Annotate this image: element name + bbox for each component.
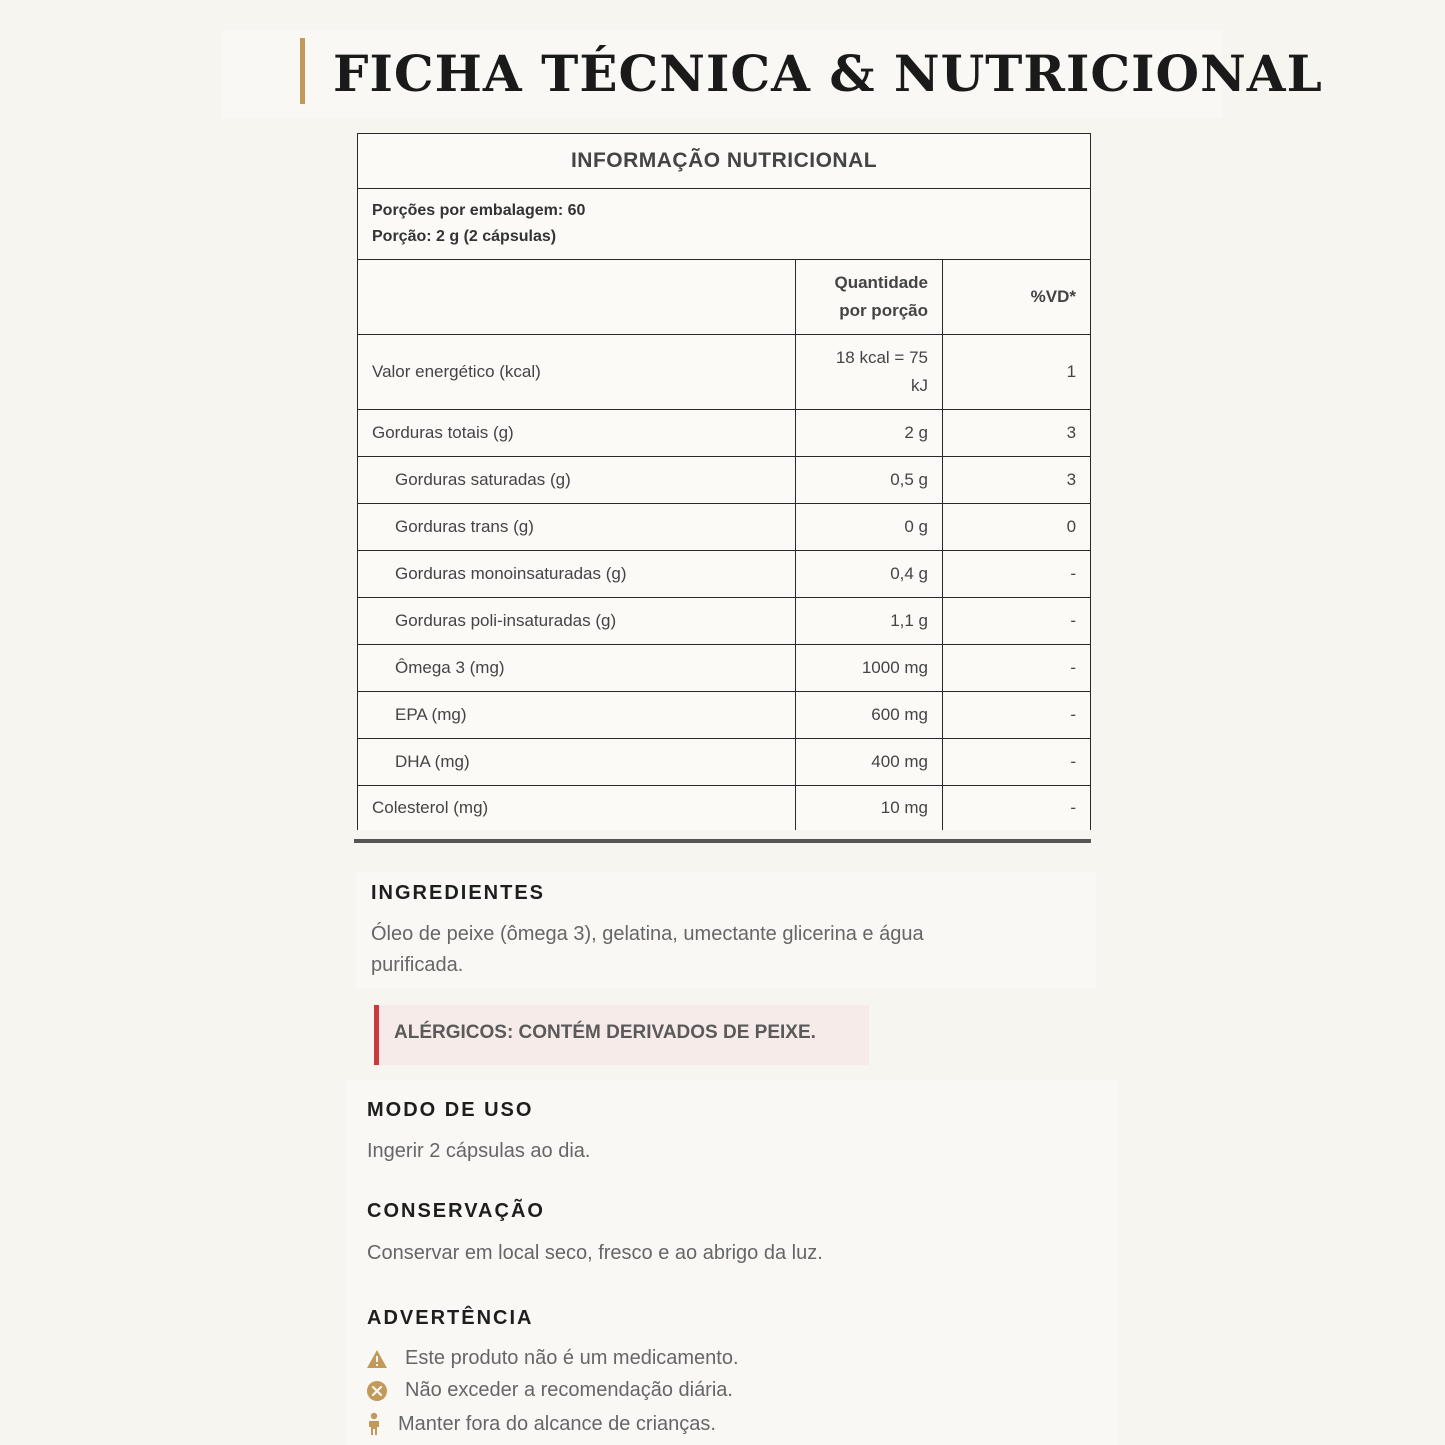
nutrient-dv: 3 bbox=[943, 410, 1091, 457]
portion-info bbox=[358, 189, 1091, 260]
nutrient-dv: - bbox=[943, 739, 1091, 786]
warning-text: Manter fora do alcance de crianças. bbox=[398, 1412, 716, 1435]
nutrition-table-title: INFORMAÇÃO NUTRICIONAL bbox=[358, 134, 1091, 189]
table-row bbox=[358, 504, 1091, 551]
nutrient-label: Gorduras poli-insaturadas (g) bbox=[358, 598, 796, 645]
child-icon bbox=[366, 1412, 382, 1436]
servings-per-package: Porções por embalagem: 60 bbox=[372, 202, 586, 219]
table-row bbox=[358, 692, 1091, 739]
nutrient-quantity: 1000 mg bbox=[796, 645, 943, 692]
warning-text: Não exceder a recomendação diária. bbox=[405, 1379, 733, 1401]
warning-item bbox=[366, 1379, 733, 1402]
table-row bbox=[358, 457, 1091, 504]
storage-text: Conservar em local seco, fresco e ao abrigo da luz. bbox=[367, 1242, 823, 1264]
nutrient-quantity: 2 g bbox=[796, 410, 943, 457]
serving-size: Porção: 2 g (2 cápsulas) bbox=[372, 228, 557, 245]
nutrient-quantity: 0,5 g bbox=[796, 457, 943, 504]
ingredients-text-line2: purificada. bbox=[371, 954, 464, 976]
ingredients-heading: INGREDIENTES bbox=[371, 882, 546, 904]
nutrient-dv: - bbox=[943, 692, 1091, 739]
nutrient-dv: - bbox=[943, 786, 1091, 831]
allergy-notice bbox=[374, 1005, 869, 1065]
nutrient-dv: 0 bbox=[943, 504, 1091, 551]
nutrient-dv: - bbox=[943, 551, 1091, 598]
table-row bbox=[358, 598, 1091, 645]
nutrition-table-header-row bbox=[358, 134, 1091, 189]
nutrient-label: Gorduras trans (g) bbox=[358, 504, 796, 551]
nutrient-label: Gorduras totais (g) bbox=[358, 410, 796, 457]
nutrient-quantity bbox=[796, 335, 943, 410]
nutrient-quantity: 10 mg bbox=[796, 786, 943, 831]
nutrient-label: Valor energético (kcal) bbox=[358, 335, 796, 410]
title-accent-bar bbox=[300, 38, 305, 104]
table-row bbox=[358, 410, 1091, 457]
column-header-quantity bbox=[796, 260, 943, 335]
nutrition-table bbox=[357, 133, 1091, 830]
table-row bbox=[358, 739, 1091, 786]
portion-info-row bbox=[358, 189, 1091, 260]
nutrient-quantity: 600 mg bbox=[796, 692, 943, 739]
table-bottom-rule bbox=[354, 839, 1091, 843]
page-title: FICHA TÉCNICA & NUTRICIONAL bbox=[333, 44, 1323, 103]
table-row bbox=[358, 786, 1091, 831]
nutrient-label: Ômega 3 (mg) bbox=[358, 645, 796, 692]
x-circle-icon bbox=[366, 1380, 388, 1402]
usage-text: Ingerir 2 cápsulas ao dia. bbox=[367, 1140, 591, 1162]
column-header-quantity-line1: Quantidade bbox=[834, 273, 928, 292]
nutrient-quantity-line1: 18 kcal = 75 bbox=[835, 348, 928, 367]
warning-item bbox=[366, 1347, 739, 1370]
nutrient-label: Colesterol (mg) bbox=[358, 786, 796, 831]
nutrient-dv: - bbox=[943, 645, 1091, 692]
storage-heading: CONSERVAÇÃO bbox=[367, 1200, 545, 1222]
table-row bbox=[358, 335, 1091, 410]
nutrient-quantity-line2: kJ bbox=[911, 376, 928, 395]
column-header-empty bbox=[358, 260, 796, 335]
nutrient-dv: - bbox=[943, 598, 1091, 645]
warning-text: Este produto não é um medicamento. bbox=[405, 1347, 739, 1369]
column-header-dv: %VD* bbox=[943, 260, 1091, 335]
nutrient-quantity: 1,1 g bbox=[796, 598, 943, 645]
table-row bbox=[358, 645, 1091, 692]
nutrient-dv: 3 bbox=[943, 457, 1091, 504]
ingredients-text-line1: Óleo de peixe (ômega 3), gelatina, umectante glicerina e água bbox=[371, 923, 924, 945]
nutrient-quantity: 400 mg bbox=[796, 739, 943, 786]
nutrient-quantity: 0 g bbox=[796, 504, 943, 551]
column-header-quantity-line2: por porção bbox=[839, 301, 928, 320]
allergy-text: ALÉRGICOS: CONTÉM DERIVADOS DE PEIXE. bbox=[394, 1022, 816, 1043]
warning-triangle-icon bbox=[366, 1349, 388, 1369]
nutrient-label: EPA (mg) bbox=[358, 692, 796, 739]
warning-item bbox=[366, 1412, 716, 1436]
nutrient-label: Gorduras monoinsaturadas (g) bbox=[358, 551, 796, 598]
nutrient-label: Gorduras saturadas (g) bbox=[358, 457, 796, 504]
nutrient-dv: 1 bbox=[943, 335, 1091, 410]
nutrient-label: DHA (mg) bbox=[358, 739, 796, 786]
usage-heading: MODO DE USO bbox=[367, 1099, 534, 1121]
nutrient-quantity: 0,4 g bbox=[796, 551, 943, 598]
ingredients-text bbox=[371, 919, 924, 981]
warnings-heading: ADVERTÊNCIA bbox=[367, 1307, 534, 1329]
table-row bbox=[358, 551, 1091, 598]
column-header-row bbox=[358, 260, 1091, 335]
